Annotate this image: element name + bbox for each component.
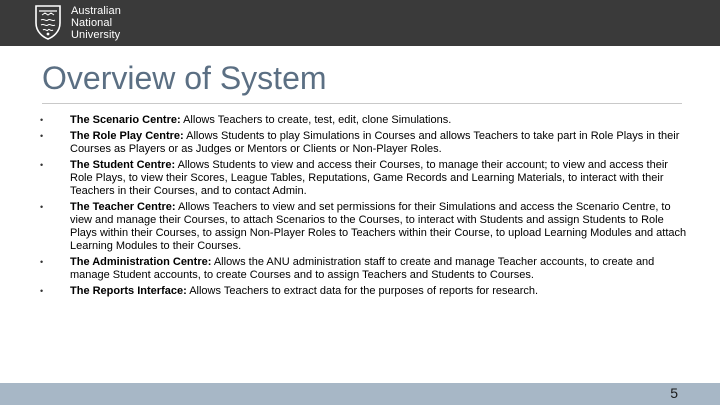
list-item [40,256,690,282]
title-divider [42,103,682,104]
item-term: The Student Centre: [70,159,176,171]
item-text: Allows Teachers to create, test, edit, clone Simulations. [180,114,452,126]
item-text: Allows Teachers to extract data for the purposes of reports for research. [186,285,539,297]
item-term: The Scenario Centre: [70,114,181,126]
logo-line-2: National [71,17,113,29]
item-text: Allows Teachers to view and set permissions for their Simulations and access the Scenario Centre, to view and manage their Courses, to attach Scenarios to the Courses, to interact with Students and assign Students to Role Plays within their Courses, to assign Non-Player Roles to Teachers within their Course, to upload Learning Modules and attach Learning Modules to their Courses. [70,201,687,252]
bullet-icon: • [40,131,44,141]
feature-list [40,114,690,298]
logo-wordmark [71,5,121,41]
item-text: Allows Students to play Simulations in Courses and allows Teachers to take part in Role Plays in their Courses as Players or as Judges or Mentors or Clients or Non-Player Roles. [70,130,680,155]
bullet-icon: • [40,257,44,267]
header-bar [0,0,720,46]
anu-crest-icon [33,3,63,41]
list-item [40,114,690,127]
bullet-icon: • [40,286,44,296]
item-text: Allows the ANU administration staff to create and manage Teacher accounts, to create and manage Student accounts, to create Courses and to assign Teachers and Students to Courses. [70,256,655,281]
list-item [40,201,690,253]
list-item [40,130,690,156]
item-term: The Role Play Centre: [70,130,184,142]
bullet-icon: • [40,202,44,212]
item-term: The Administration Centre: [70,256,212,268]
logo-line-3: University [71,29,121,41]
bullet-icon: • [40,160,44,170]
list-item [40,285,690,298]
anu-logo [33,3,173,43]
slide-title: Overview of System [42,60,327,96]
item-term: The Teacher Centre: [70,201,176,213]
logo-line-1: Australian [71,5,121,17]
page-number: 5 [670,385,678,401]
item-term: The Reports Interface: [70,285,187,297]
bullet-icon: • [40,115,44,125]
list-item [40,159,690,198]
item-text: Allows Students to view and access their Courses, to manage their account; to view and access their Role Plays, to view their Scores, League Tables, Reputations, Game Records and Learning Materials, to interact with their Teachers in their Courses, and to contact Admin. [70,159,668,197]
footer-bar [0,383,720,405]
